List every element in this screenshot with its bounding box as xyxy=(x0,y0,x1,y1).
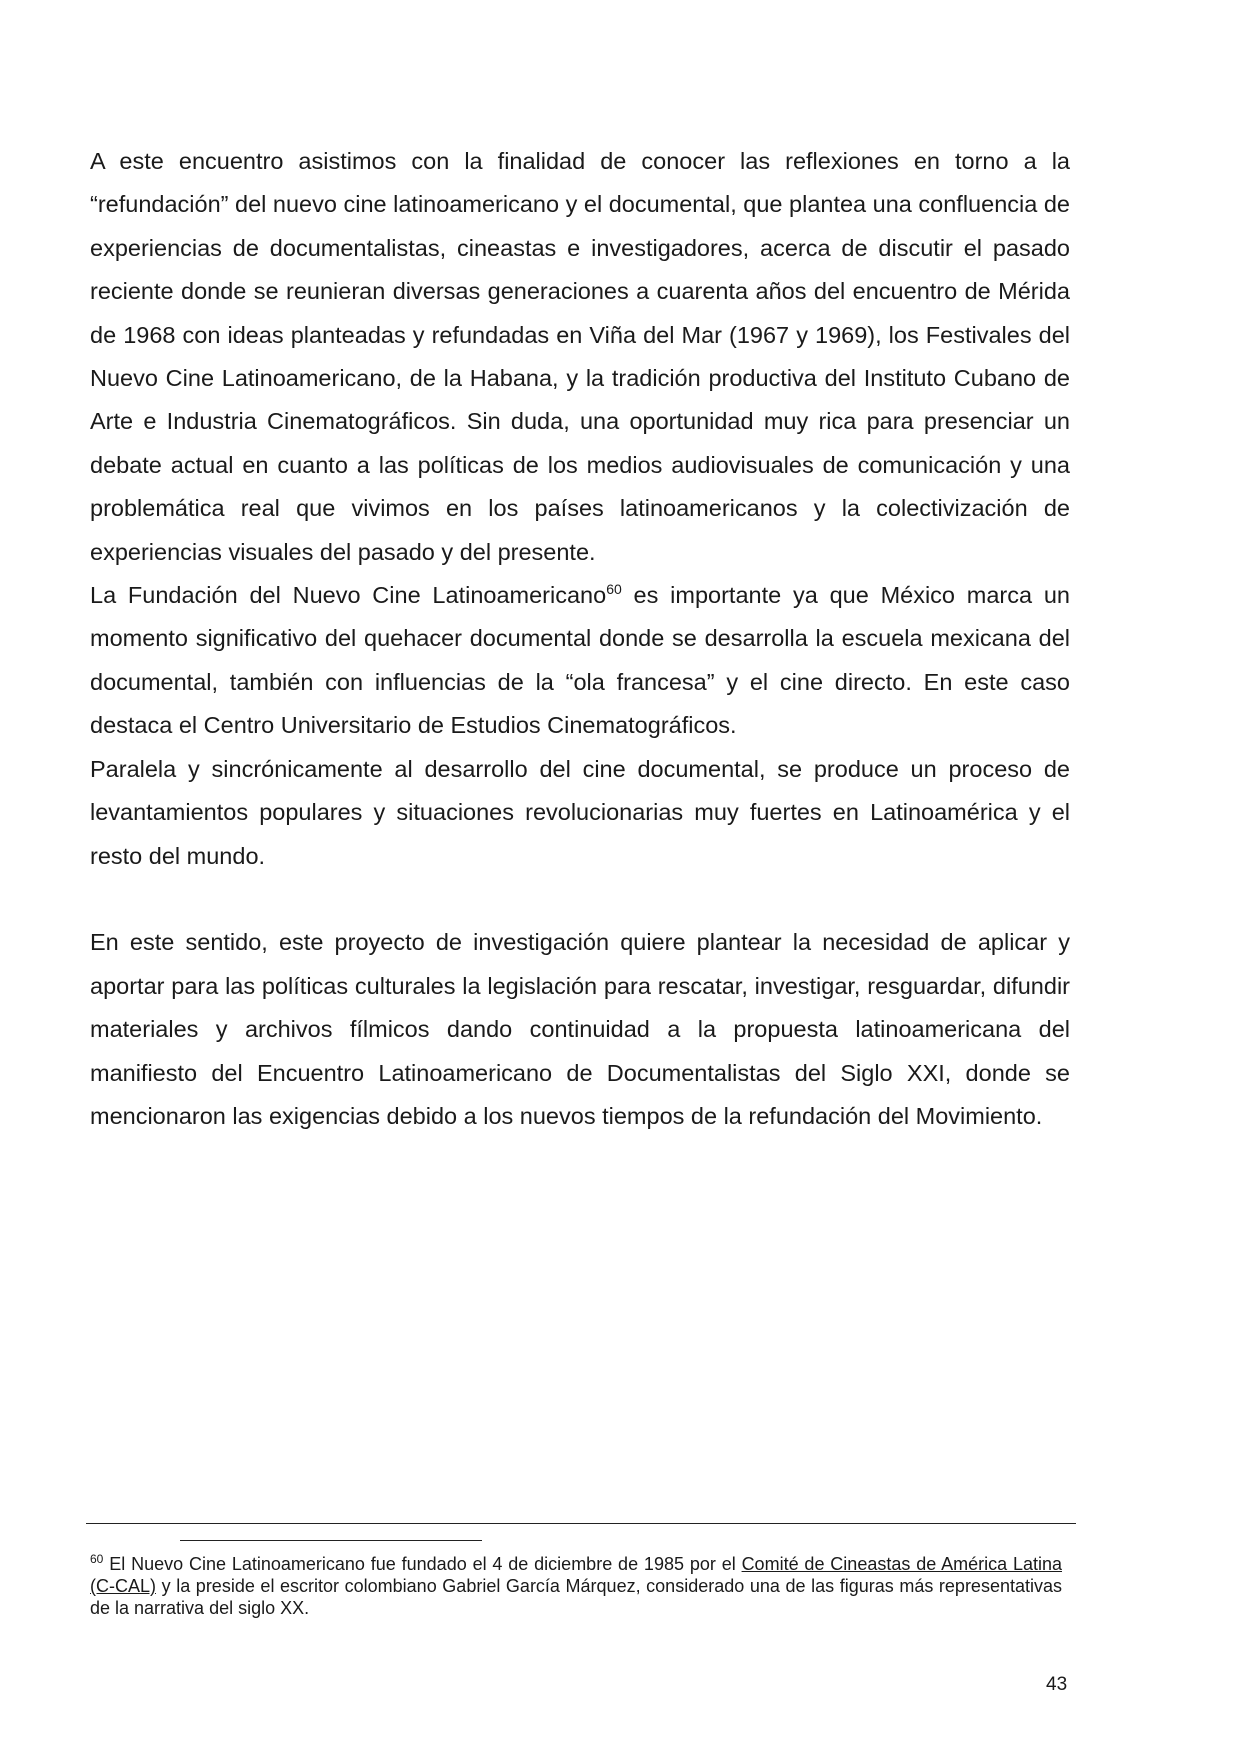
footnote-text-continuation: y la preside el escritor colombiano Gabriel García Márquez, considerado una de las figuras más representativas de la narrativa del siglo XX. xyxy=(90,1576,1062,1618)
footnote-separator-line xyxy=(86,1523,1076,1524)
paragraph-sentido: En este sentido, este proyecto de investigación quiere plantear la necesidad de aplicar y aportar para las políticas culturales la legislación para rescatar, investigar, resguardar, difundir materiales y archivos fílmicos dando continuidad a la propuesta latinoamericana del manifiesto del Encuentro Latinoamericano de Documentalistas del Siglo XXI, donde se mencionaron las exigencias debido a los nuevos tiempos de la refundación del Movimiento. xyxy=(90,929,1070,1129)
footnote xyxy=(90,1553,1062,1619)
footnote-text: El Nuevo Cine Latinoamericano fue fundado el 4 de diciembre de 1985 por el xyxy=(103,1554,742,1574)
body-text xyxy=(90,140,1070,1138)
footnote-short-rule xyxy=(180,1540,482,1541)
footnote-reference[interactable]: 60 xyxy=(606,581,622,598)
footnote-number: 60 xyxy=(90,1552,104,1566)
page-number: 43 xyxy=(1046,1674,1068,1695)
paragraph-paralela: Paralela y sincrónicamente al desarrollo del cine documental, se produce un proceso de levantamientos populares y situaciones revolucionarias muy fuertes en Latinoamérica y el resto del mundo. xyxy=(90,755,1070,869)
paragraph-fundacion-continuation: es importante ya que México marca un momento significativo del quehacer documental donde se desarrolla la escuela mexicana del documental, también con influencias de la “ola francesa” y el cine directo. En este caso destaca el Centro Universitario de Estudios Cinematográficos. xyxy=(90,582,1070,739)
footnote-link[interactable]: Comité de Cineastas de América Latina (C-CAL) xyxy=(90,1554,1062,1596)
paragraph-fundacion-text: La Fundación del Nuevo Cine Latinoamericano xyxy=(90,582,607,609)
paragraph-encuentro: A este encuentro asistimos con la finalidad de conocer las reflexiones en torno a la “refundación” del nuevo cine latinoamericano y el documental, que plantea una confluencia de experiencias de documentalistas, cineastas e investigadores, acerca de discutir el pasado reciente donde se reunieran diversas generaciones a cuarenta años del encuentro de Mérida de 1968 con ideas planteadas y refundadas en Viña del Mar (1967 y 1969), los Festivales del Nuevo Cine Latinoamericano, de la Habana, y la tradición productiva del Instituto Cubano de Arte e Industria Cinematográficos. Sin duda, una oportunidad muy rica para presenciar un debate actual en cuanto a las políticas de los medios audiovisuales de comunicación y una problemática real que vivimos en los países latinoamericanos y la colectivización de experiencias visuales del pasado y del presente. xyxy=(90,148,1070,565)
paragraph-fundacion xyxy=(90,574,1070,748)
